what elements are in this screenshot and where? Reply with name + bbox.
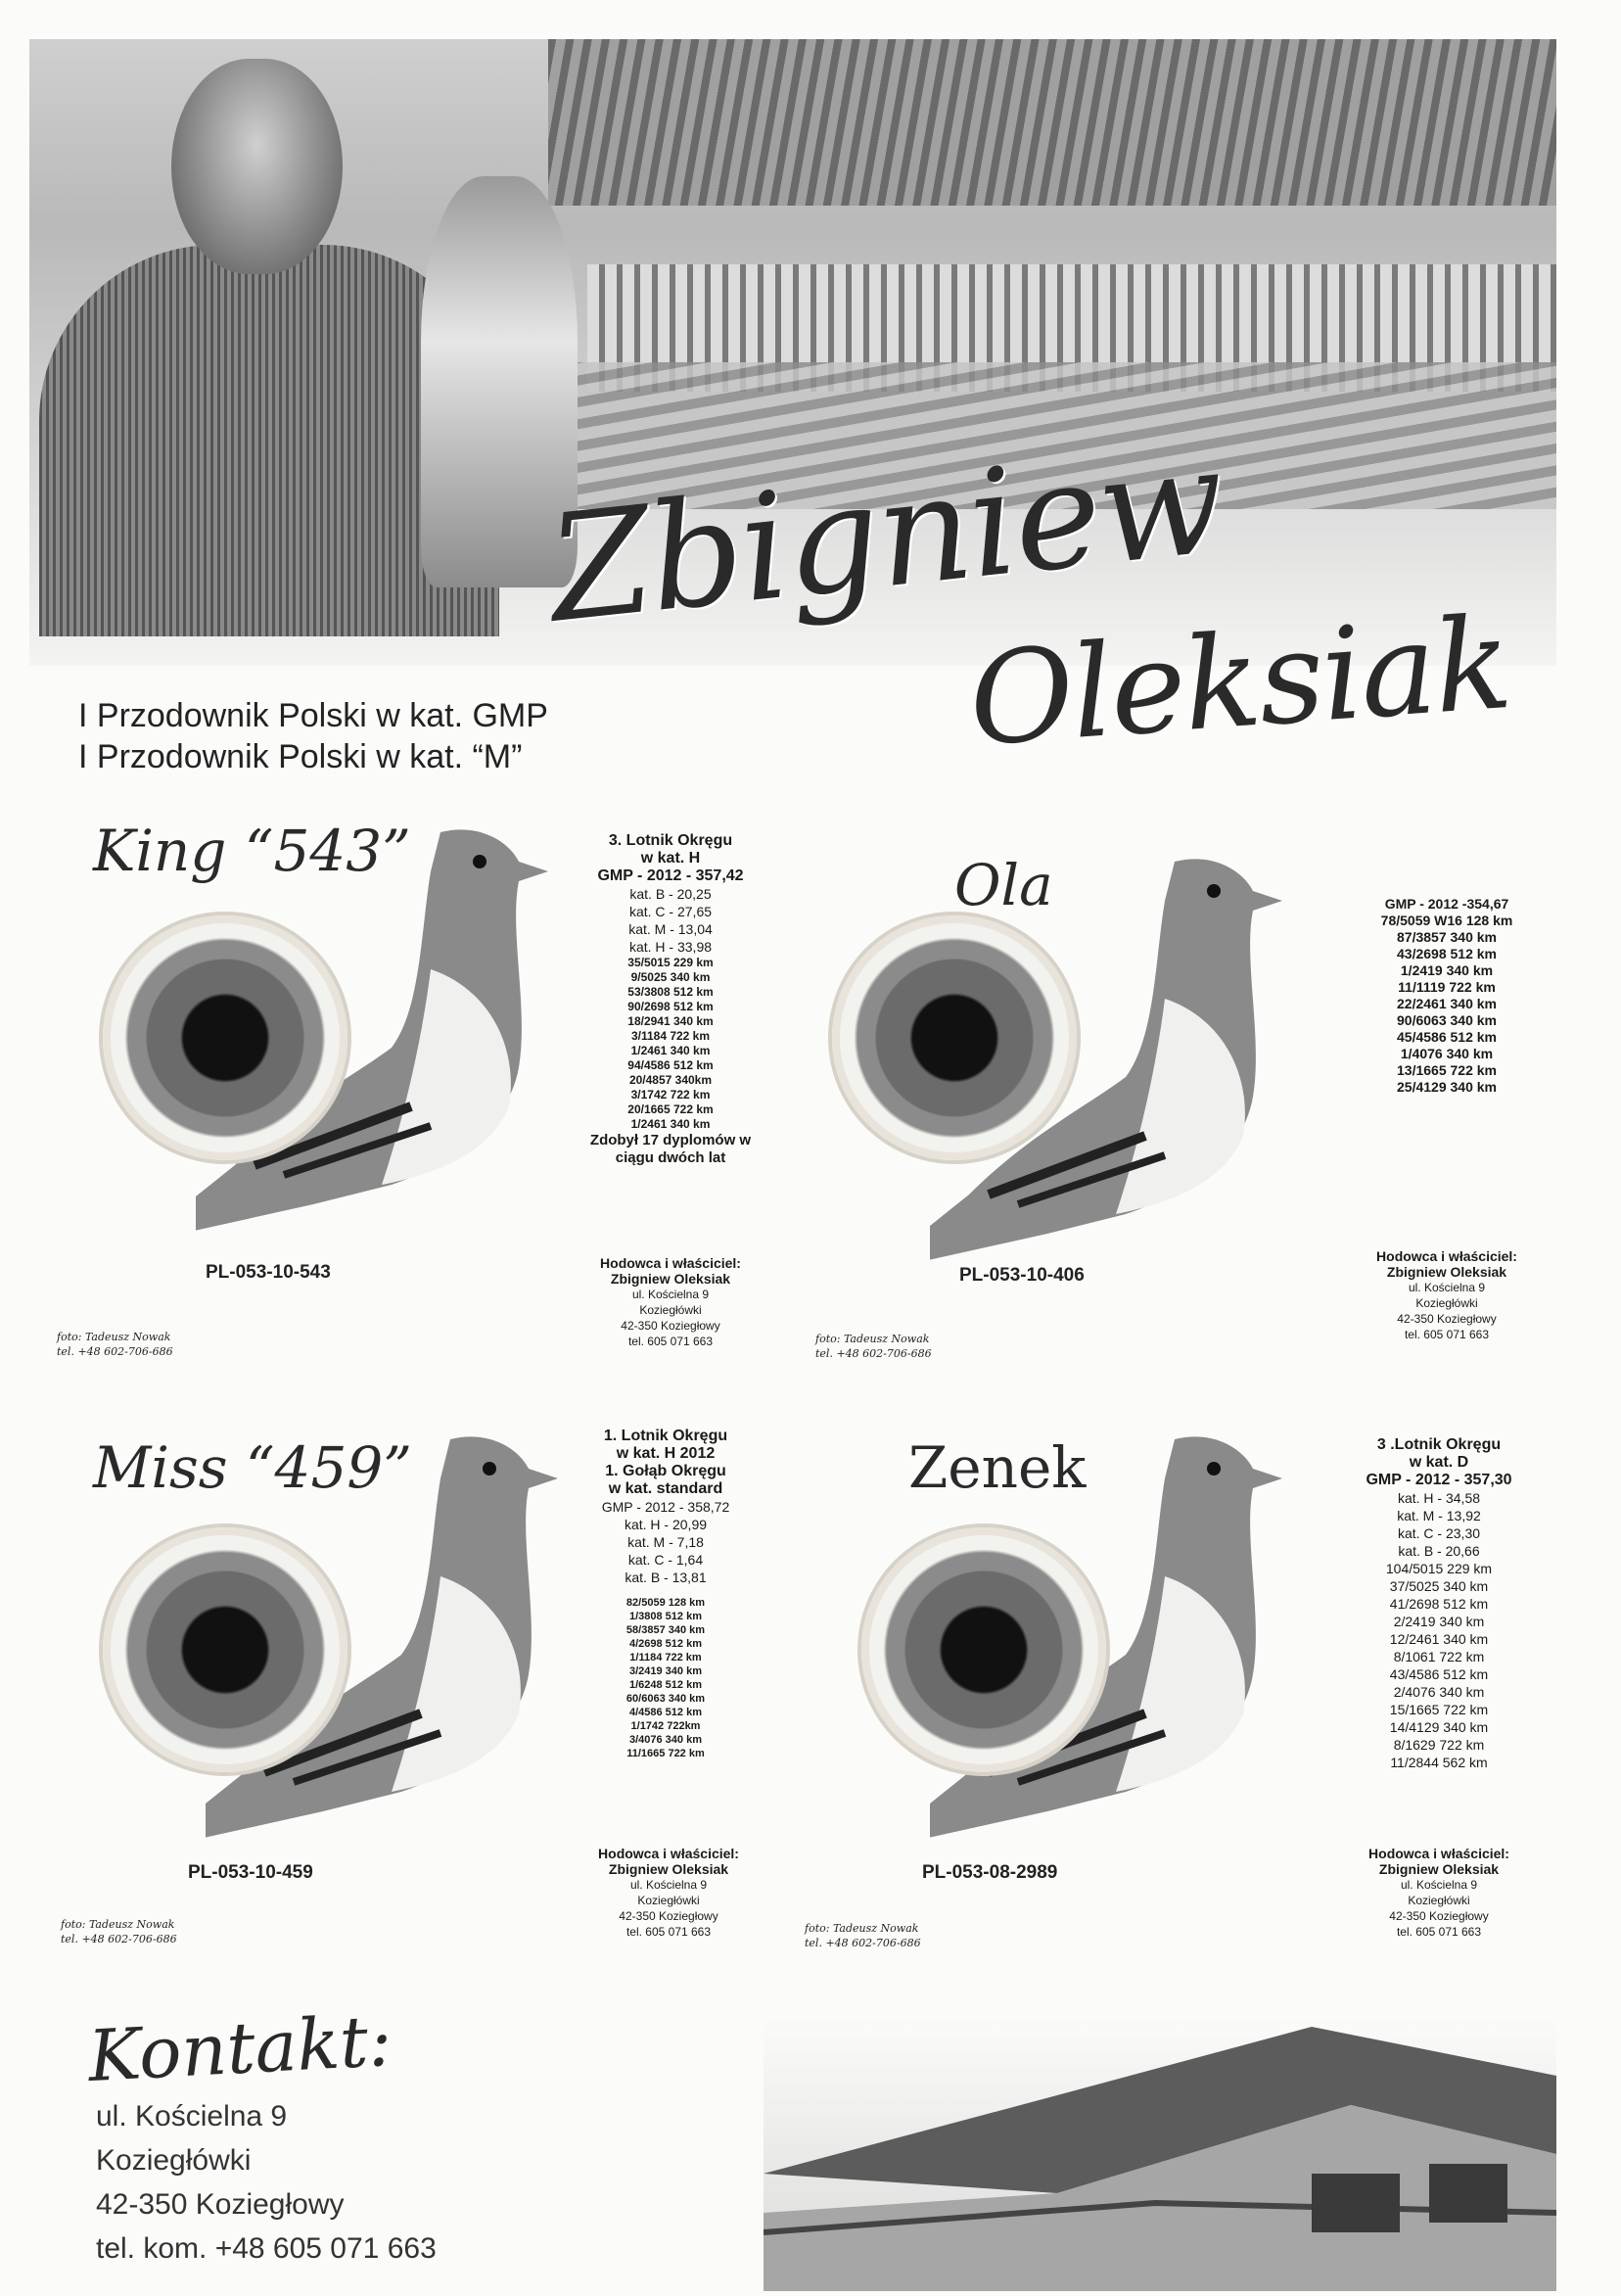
stat-line: 14/4129 340 km bbox=[1389, 1719, 1489, 1735]
stat-line: 2/4076 340 km bbox=[1393, 1684, 1485, 1700]
owner-address-line: Koziegłówki bbox=[637, 1894, 700, 1907]
house-image-icon bbox=[764, 2017, 1556, 2291]
stats-ola bbox=[1329, 896, 1564, 1096]
pigeon-name-zenek: Zenek bbox=[908, 1434, 1087, 1501]
owner-name: Zbigniew Oleksiak bbox=[1378, 1861, 1500, 1877]
stat-line: 87/3857 340 km bbox=[1397, 929, 1497, 945]
stat-line: GMP - 2012 - 358,72 bbox=[601, 1499, 730, 1515]
owner-title: Hodowca i właściciel: bbox=[1376, 1248, 1517, 1264]
stat-line: GMP - 2012 - 357,30 bbox=[1366, 1472, 1512, 1488]
tagline-m: I Przodownik Polski w kat. “M” bbox=[78, 738, 523, 775]
stat-line: 94/4586 512 km bbox=[627, 1058, 714, 1072]
photo-credit-name: foto: Tadeusz Nowak bbox=[815, 1333, 930, 1345]
owner-block-king bbox=[553, 1255, 788, 1349]
contact-postal: 42-350 Koziegłowy bbox=[96, 2188, 345, 2221]
stat-line: 12/2461 340 km bbox=[1389, 1631, 1489, 1647]
owner-title: Hodowca i właściciel: bbox=[1368, 1846, 1509, 1861]
stat-line: 3. Lotnik Okręgu bbox=[608, 832, 733, 849]
stat-line: 20/1665 722 km bbox=[627, 1102, 714, 1116]
photo-credit-phone: tel. +48 602-706-686 bbox=[815, 1347, 932, 1360]
owner-address-line: ul. Kościelna 9 bbox=[631, 1288, 710, 1301]
owner-address-line: tel. 605 071 663 bbox=[627, 1335, 714, 1348]
photo-credit-king bbox=[57, 1330, 173, 1359]
stat-line: 3/4076 340 km bbox=[628, 1734, 702, 1746]
photo-credit-miss bbox=[61, 1917, 177, 1946]
stat-line: 1/2461 340 km bbox=[630, 1044, 711, 1057]
stat-line: 3 .Lotnik Okręgu bbox=[1376, 1436, 1502, 1453]
stat-line: w kat. H bbox=[640, 850, 701, 867]
stat-line: 4/4586 512 km bbox=[628, 1707, 702, 1718]
contact-street: ul. Kościelna 9 bbox=[96, 2100, 288, 2132]
stat-line: 18/2941 340 km bbox=[627, 1014, 714, 1028]
stat-line: 25/4129 340 km bbox=[1397, 1079, 1497, 1095]
pigeon-name-ola: Ola bbox=[954, 852, 1053, 918]
stat-line: 1/1742 722km bbox=[630, 1720, 701, 1732]
stat-line: 1/4076 340 km bbox=[1400, 1046, 1494, 1061]
loft-roof-image bbox=[548, 39, 1556, 206]
stat-line: 1. Lotnik Okręgu bbox=[603, 1428, 728, 1444]
owner-name: Zbigniew Oleksiak bbox=[1386, 1264, 1507, 1280]
owner-address-line: ul. Kościelna 9 bbox=[629, 1878, 708, 1892]
stat-line: 37/5025 340 km bbox=[1389, 1578, 1489, 1594]
owner-name: Zbigniew Oleksiak bbox=[610, 1271, 731, 1287]
stat-line: 43/4586 512 km bbox=[1389, 1666, 1489, 1682]
stat-line: ciągu dwóch lat bbox=[615, 1149, 726, 1166]
owner-address-line: tel. 605 071 663 bbox=[1396, 1925, 1482, 1939]
photo-credit-phone: tel. +48 602-706-686 bbox=[61, 1933, 177, 1945]
stat-line: w kat. standard bbox=[608, 1480, 723, 1497]
stat-line: 60/6063 340 km bbox=[625, 1693, 706, 1705]
contact-village: Koziegłówki bbox=[96, 2144, 252, 2177]
stats-king bbox=[553, 832, 788, 1167]
owner-address-line: 42-350 Koziegłowy bbox=[621, 1319, 720, 1333]
stat-line: 20/4857 340km bbox=[628, 1073, 713, 1087]
stat-line: 1/2461 340 km bbox=[630, 1117, 711, 1131]
stat-line: kat. B - 13,81 bbox=[625, 1570, 707, 1585]
stat-line: 45/4586 512 km bbox=[1397, 1029, 1497, 1045]
contact-phone: tel. kom. +48 605 071 663 bbox=[96, 2232, 437, 2265]
stat-line: 53/3808 512 km bbox=[627, 985, 714, 999]
stat-line: 82/5059 128 km bbox=[625, 1597, 706, 1609]
pigeon-eye-zenek bbox=[861, 1527, 1106, 1772]
owner-name: Zbigniew Oleksiak bbox=[608, 1861, 729, 1877]
signature-last-name: Oleksiak bbox=[964, 587, 1515, 775]
owner-address-line: Koziegłówki bbox=[639, 1303, 702, 1317]
photo-credit-phone: tel. +48 602-706-686 bbox=[57, 1345, 173, 1358]
pigeon-eye-ola bbox=[832, 915, 1077, 1160]
stat-line: 15/1665 722 km bbox=[1389, 1702, 1489, 1717]
stat-line: 8/1061 722 km bbox=[1393, 1649, 1485, 1664]
stat-line: 8/1629 722 km bbox=[1393, 1737, 1485, 1753]
stat-line: kat. H - 20,99 bbox=[624, 1517, 708, 1532]
stat-line: kat. H - 33,98 bbox=[628, 939, 713, 955]
owner-block-zenek bbox=[1321, 1846, 1556, 1940]
stat-line: kat. M - 13,04 bbox=[628, 921, 713, 937]
stat-line: 58/3857 340 km bbox=[625, 1624, 706, 1636]
owner-title: Hodowca i właściciel: bbox=[600, 1255, 741, 1271]
stats-zenek bbox=[1321, 1436, 1556, 1771]
ring-number-zenek: PL-053-08-2989 bbox=[922, 1862, 1058, 1883]
stat-line: 11/1665 722 km bbox=[626, 1748, 705, 1759]
stat-line: 22/2461 340 km bbox=[1397, 996, 1497, 1011]
tagline-gmp: I Przodownik Polski w kat. GMP bbox=[78, 697, 548, 734]
owner-address-line: tel. 605 071 663 bbox=[625, 1925, 712, 1939]
signature-first-name: Zbigniew bbox=[540, 415, 1231, 656]
stat-line: kat. H - 34,58 bbox=[1397, 1490, 1481, 1506]
stat-line: GMP - 2012 - 357,42 bbox=[597, 867, 744, 884]
ring-number-miss: PL-053-10-459 bbox=[188, 1862, 313, 1883]
stat-line: 1/1184 722 km bbox=[629, 1652, 702, 1663]
stat-line: 3/2419 340 km bbox=[628, 1665, 702, 1677]
photo-credit-name: foto: Tadeusz Nowak bbox=[57, 1331, 171, 1343]
stat-line: kat. C - 23,30 bbox=[1397, 1525, 1481, 1541]
stat-line: 1/3808 512 km bbox=[628, 1611, 702, 1622]
owner-address-line: 42-350 Koziegłowy bbox=[1397, 1312, 1497, 1326]
owner-address-line: Koziegłówki bbox=[1415, 1296, 1478, 1310]
breeder-portrait-head bbox=[171, 59, 343, 274]
owner-address-line: ul. Kościelna 9 bbox=[1408, 1281, 1486, 1294]
owner-address-line: Koziegłówki bbox=[1408, 1894, 1470, 1907]
stat-line: w kat. D bbox=[1409, 1454, 1469, 1471]
stat-line: 1. Gołąb Okręgu bbox=[605, 1463, 726, 1479]
stat-line: 104/5015 229 km bbox=[1385, 1561, 1493, 1576]
owner-title: Hodowca i właściciel: bbox=[598, 1846, 739, 1861]
owner-address-line: 42-350 Koziegłowy bbox=[619, 1909, 718, 1923]
pigeon-name-king: King “543” bbox=[93, 818, 411, 884]
stat-line: 3/1184 722 km bbox=[630, 1029, 711, 1043]
pigeon-name-miss: Miss “459” bbox=[93, 1434, 412, 1501]
photo-credit-ola bbox=[815, 1332, 932, 1361]
stat-line: 78/5059 W16 128 km bbox=[1380, 913, 1513, 928]
ring-number-king: PL-053-10-543 bbox=[206, 1262, 331, 1283]
stat-line: 3/1742 722 km bbox=[630, 1088, 711, 1101]
stat-line: 2/2419 340 km bbox=[1393, 1614, 1485, 1629]
stat-line: kat. B - 20,25 bbox=[629, 886, 712, 902]
owner-block-ola bbox=[1329, 1248, 1564, 1342]
stat-line: 11/1119 722 km bbox=[1398, 979, 1496, 995]
photo-credit-name: foto: Tadeusz Nowak bbox=[61, 1918, 175, 1931]
stat-line: w kat. H 2012 bbox=[616, 1445, 716, 1462]
stat-line: kat. M - 7,18 bbox=[627, 1534, 704, 1550]
photo-credit-phone: tel. +48 602-706-686 bbox=[805, 1937, 921, 1949]
stat-line: kat. M - 13,92 bbox=[1397, 1508, 1481, 1523]
owner-block-miss bbox=[551, 1846, 786, 1940]
stat-line: 4/2698 512 km bbox=[628, 1638, 702, 1650]
stat-line: 90/6063 340 km bbox=[1397, 1012, 1497, 1028]
stat-line: 1/2419 340 km bbox=[1400, 962, 1494, 978]
stat-line: 35/5015 229 km bbox=[627, 956, 714, 969]
stat-line: 41/2698 512 km bbox=[1389, 1596, 1489, 1612]
pigeon-eye-miss bbox=[103, 1527, 347, 1772]
owner-address-line: tel. 605 071 663 bbox=[1404, 1328, 1490, 1341]
stat-line: kat. B - 20,66 bbox=[1398, 1543, 1480, 1559]
owner-address-line: 42-350 Koziegłowy bbox=[1389, 1909, 1489, 1923]
owner-address-line: ul. Kościelna 9 bbox=[1400, 1878, 1478, 1892]
stats-miss bbox=[548, 1428, 783, 1760]
house-photo bbox=[764, 2017, 1556, 2291]
stat-line: 90/2698 512 km bbox=[627, 1000, 714, 1013]
stat-line: 43/2698 512 km bbox=[1397, 946, 1497, 961]
stat-line: 11/2844 562 km bbox=[1390, 1755, 1488, 1770]
contact-heading: Kontakt: bbox=[86, 1998, 394, 2098]
stat-line: Zdobył 17 dyplomów w bbox=[589, 1132, 752, 1148]
stat-line: 9/5025 340 km bbox=[630, 970, 711, 984]
pigeon-eye-king bbox=[103, 915, 347, 1160]
stat-line: 1/6248 512 km bbox=[628, 1679, 702, 1691]
stat-line: 13/1665 722 km bbox=[1397, 1062, 1497, 1078]
photo-credit-name: foto: Tadeusz Nowak bbox=[805, 1922, 919, 1935]
photo-credit-zenek bbox=[805, 1921, 921, 1950]
stat-line: GMP - 2012 -354,67 bbox=[1384, 896, 1509, 912]
stat-line: kat. C - 27,65 bbox=[628, 904, 713, 919]
stat-line: kat. C - 1,64 bbox=[627, 1552, 704, 1568]
ring-number-ola: PL-053-10-406 bbox=[959, 1265, 1085, 1286]
